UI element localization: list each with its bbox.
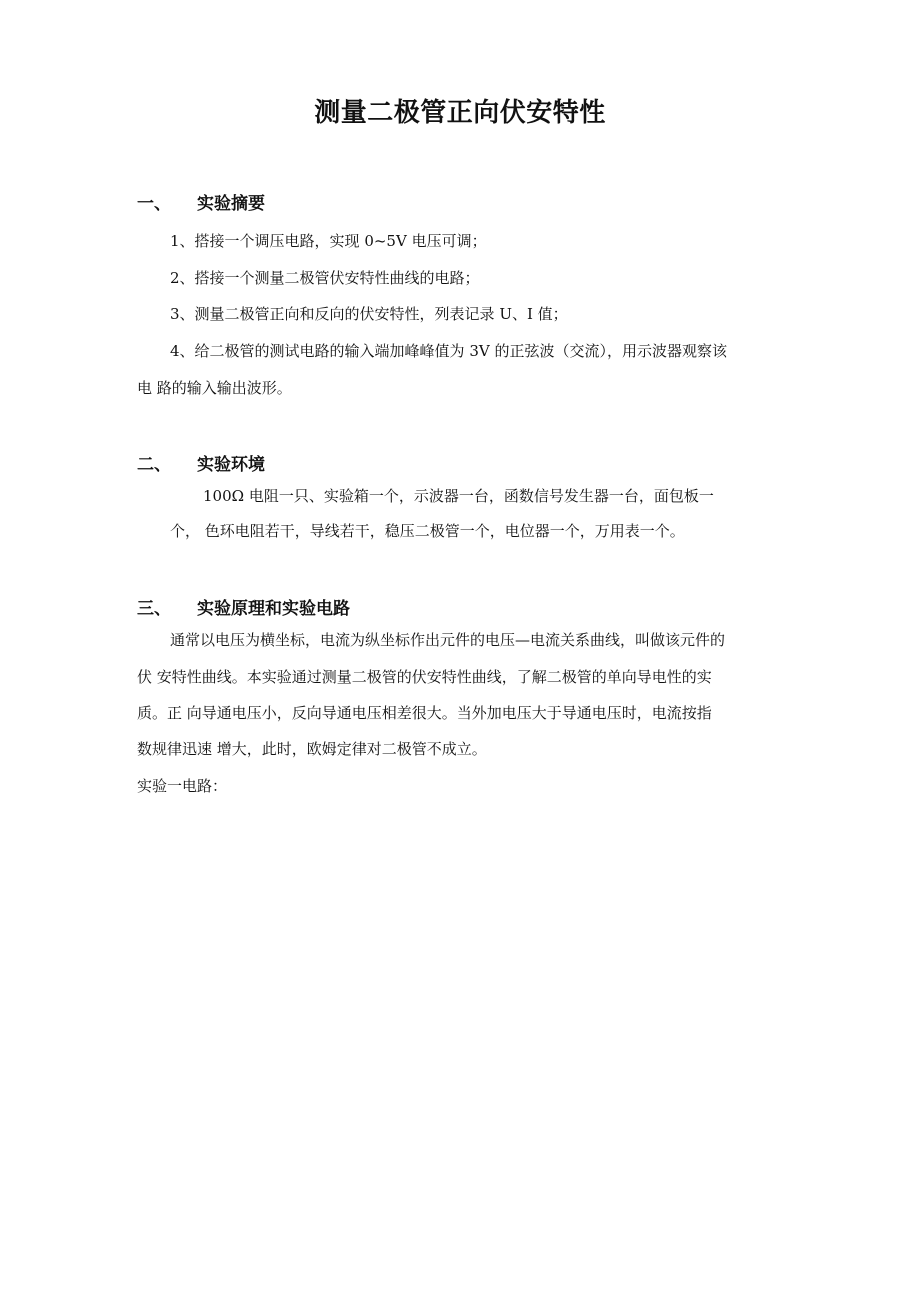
paragraph-line: 伏 安特性曲线。本实验通过测量二极管的伏安特性曲线，了解二极管的单向导电性的实	[137, 668, 712, 686]
paragraph-line: 数规律迅速 增大，此时，欧姆定律对二极管不成立。	[137, 740, 487, 758]
paragraph-line: 100Ω 电阻一只、实验箱一个，示波器一台，函数信号发生器一台，面包板一	[203, 487, 714, 505]
paragraph-line: 4、给二极管的测试电路的输入端加峰峰值为 3V 的正弦波（交流），用示波器观察该	[170, 342, 727, 360]
section-title: 实验环境	[197, 455, 265, 475]
section-heading-summary	[137, 189, 265, 214]
section-title: 实验原理和实验电路	[197, 599, 350, 619]
paragraph-line: 2、搭接一个测量二极管伏安特性曲线的电路；	[170, 269, 480, 287]
section-title: 实验摘要	[197, 194, 265, 214]
paragraph-line: 3、测量二极管正向和反向的伏安特性，列表记录 U、I 值；	[170, 305, 568, 323]
paragraph-line: 质。正 向导通电压小，反向导通电压相差很大。当外加电压大于导通电压时，电流按指	[137, 704, 712, 722]
paragraph-line: 电 路的输入输出波形。	[137, 379, 292, 397]
paragraph-line: 实验一电路：	[137, 777, 228, 795]
section-number: 一、	[137, 194, 171, 214]
paragraph-line: 通常以电压为横坐标，电流为纵坐标作出元件的电压—电流关系曲线，叫做该元件的	[170, 631, 726, 649]
section-heading-principle	[137, 594, 350, 619]
paragraph-line: 1、搭接一个调压电路，实现 0~5V 电压可调；	[170, 232, 487, 250]
paragraph-line: 个， 色环电阻若干，导线若干，稳压二极管一个，电位器一个，万用表一个。	[170, 522, 685, 540]
section-heading-environment	[137, 450, 265, 475]
section-number: 三、	[137, 599, 171, 619]
section-number: 二、	[137, 455, 171, 475]
page-title: 测量二极管正向伏安特性	[314, 98, 606, 128]
